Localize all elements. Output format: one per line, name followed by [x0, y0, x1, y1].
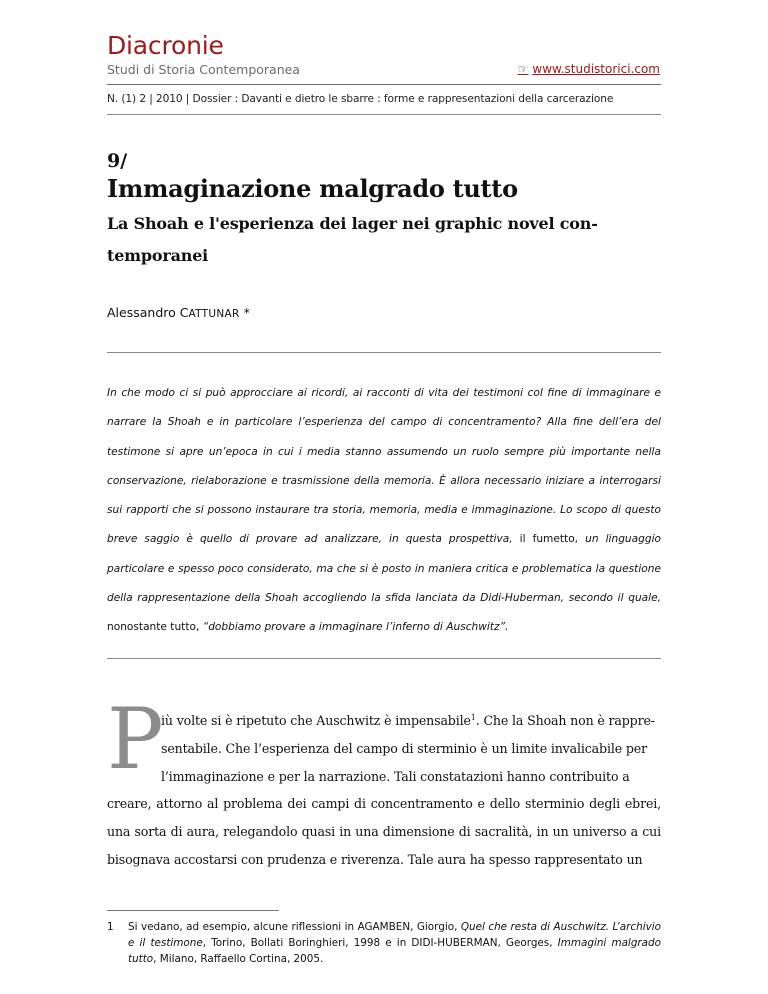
body-line-1b: . Che la Shoah non è rappre- [475, 713, 655, 728]
header-divider [107, 84, 661, 85]
journal-title: Diacronie [107, 31, 224, 60]
abstract-roman1: il fumetto, [512, 533, 579, 546]
footnote-divider [107, 910, 279, 911]
author-mark: * [239, 305, 250, 320]
article-title: Immaginazione malgrado tutto [107, 174, 518, 203]
website-link[interactable] [518, 62, 660, 76]
body-line-2: sentabile. Che l’esperienza del campo di sterminio è un limite invalicabile per [161, 740, 647, 756]
abstract-roman2: nonostante tutto, [107, 621, 203, 634]
website-link-text[interactable]: www.studistorici.com [532, 62, 660, 76]
article-subtitle-line2: temporanei [107, 246, 209, 265]
body-rest: creare, attorno al problema dei campi di concentramento e dello sterminio degli ebrei, una sorta di aura, relegandolo quasi in una dimensione di sacralità, in un universo a cui bisognava accostarsi con prudenza e riverenza. Tale aura ha spesso rappresentato un [107, 796, 661, 867]
author-last-rest: ATTUNAR [188, 308, 240, 320]
abstract [107, 379, 661, 643]
abstract-part1: In che modo ci si può approcciare ai ricordi, ai racconti di vita dei testimoni col fine di immaginare e narrare la Shoah e in particolare l’esperienza del campo di concentramento? Alla fine dell’era del testimone si apre un’epoca in cui i media stanno assumendo un ruolo sempre più importante nella conservazione, rielaborazione e trasmissione della memoria. È allora necessario iniziare a interrogarsi sui rapporti che si possono instaurare tra storia, memoria, media e immaginazione. Lo scopo di questo breve saggio è quello di provare ad analizzare, in questa prospettiva, [107, 387, 661, 546]
drop-cap: P [107, 690, 164, 788]
footnote-text1: Si vedano, ad esempio, alcune riflessioni in AGAMBEN, Giorgio, [128, 921, 461, 933]
journal-subtitle: Studi di Storia Contemporanea [107, 62, 300, 77]
footnote-number: 1 [107, 921, 114, 933]
footnote-text2: , Torino, Bollati Boringhieri, 1998 e in DIDI-HUBERMAN, Georges, [202, 937, 558, 950]
article-subtitle [107, 208, 627, 272]
article-subtitle-line1: La Shoah e l'esperienza dei lager nei graphic novel con- [107, 214, 598, 233]
body-line-1 [107, 707, 661, 735]
body-line-1a: iù volte si è ripetuto che Auschwitz è impensabile [161, 713, 471, 728]
abstract-bottom-rule [107, 658, 661, 659]
abstract-part2: un linguaggio particolare e spesso poco considerato, ma che si è posto in maniera critica e problematica la questione della rappresentazione della Shoah accogliendo la sfida lanciata da Didi-Huberman, secondo il quale, [107, 533, 661, 605]
pointing-hand-icon: ☞ [517, 62, 529, 76]
footnote-reference[interactable]: 1 [470, 712, 476, 722]
abstract-top-rule [107, 352, 661, 353]
issue-info: N. (1) 2 | 2010 | Dossier : Davanti e dietro le sbarre : forme e rappresentazioni della carcerazione [107, 93, 614, 105]
footnote-text [107, 919, 661, 968]
author-last-initial: C [179, 305, 189, 320]
footnote-text3: , Milano, Raffaello Cortina, 2005. [153, 953, 324, 966]
footnote [107, 919, 661, 968]
issue-divider [107, 114, 661, 115]
body-line-3: l’immaginazione e per la narrazione. Tali constatazioni hanno contribuito a [161, 768, 630, 784]
abstract-part3: “dobbiamo provare a immaginare l’inferno di Auschwitz”. [202, 621, 509, 634]
article-number: 9/ [107, 150, 128, 172]
author-name [107, 305, 250, 320]
footnote-title2: Immagini malgrado tutto [128, 937, 662, 966]
author-first-name: Alessandro [107, 305, 180, 320]
body-text [107, 707, 661, 874]
footnote-title1: Quel che resta di Auschwitz. L’archivio e il testimone [128, 921, 661, 950]
